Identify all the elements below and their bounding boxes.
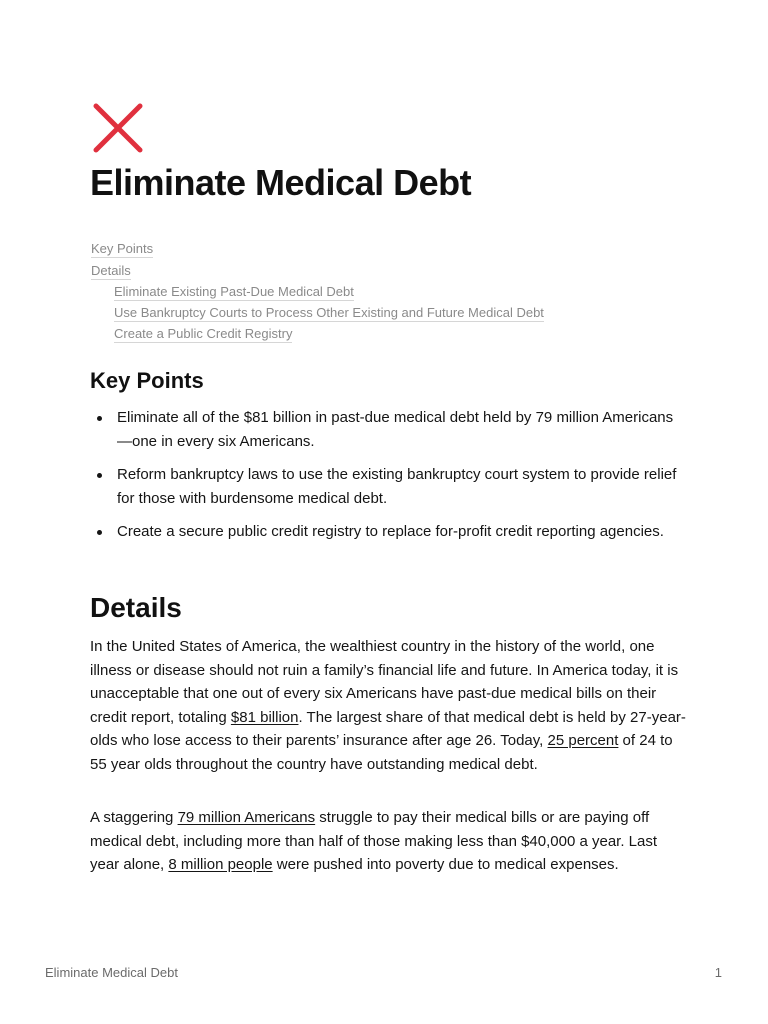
page-number: 1 (714, 965, 722, 980)
key-points-heading: Key Points (90, 368, 204, 393)
toc-link-credit-registry[interactable]: Create a Public Credit Registry (114, 326, 293, 341)
list-item: Reform bankruptcy laws to use the existing bankruptcy court system to provide relief for those with burdensome medical debt. (90, 463, 690, 510)
paragraph-text: were pushed into poverty due to medical expenses. (272, 856, 619, 873)
details-paragraph-2 (90, 806, 690, 877)
details-heading: Details (90, 592, 182, 623)
toc-link-key-points[interactable]: Key Points (91, 241, 154, 256)
toc-link-details[interactable]: Details (91, 263, 131, 278)
link-25-percent[interactable]: 25 percent (547, 732, 619, 749)
link-79-million-americans[interactable]: 79 million Americans (177, 809, 316, 826)
footer-title: Eliminate Medical Debt (45, 965, 178, 980)
toc-link-eliminate-past-due[interactable]: Eliminate Existing Past-Due Medical Debt (114, 284, 354, 299)
paragraph-text: of 24 to 55 year olds throughout the country have outstanding medical debt. (90, 732, 673, 773)
link-8-million-people[interactable]: 8 million people (168, 856, 273, 873)
page-title: Eliminate Medical Debt (90, 162, 472, 203)
paragraph-text: . The largest share of that medical debt is held by 27-year-olds who lose access to their parents’ insurance after age 26. Today, (90, 708, 686, 749)
link-81-billion[interactable]: $81 billion (230, 708, 299, 726)
close-icon (92, 102, 144, 154)
list-item: Create a secure public credit registry to replace for-profit credit reporting agencies. (90, 520, 690, 544)
paragraph-text: In the United States of America, the wealthiest country in the history of the world, one illness or disease should not ruin a family’s financial life and future. In America today, it is unacceptable that one out of every six Americans have past-due medical bills on their credit report, totaling (90, 638, 679, 726)
list-item: Eliminate all of the $81 billion in past-due medical debt held by 79 million Americans —one in every six Americans. (90, 406, 690, 453)
key-points-list (90, 406, 690, 554)
paragraph-text: struggle to pay their medical bills or are paying off medical debt, including more than half of those making less than $40,000 a year. Last year alone, (90, 809, 658, 873)
toc-link-bankruptcy-courts[interactable]: Use Bankruptcy Courts to Process Other Existing and Future Medical Debt (114, 305, 544, 320)
details-paragraph-1 (90, 635, 690, 776)
paragraph-text: A staggering (90, 809, 178, 826)
